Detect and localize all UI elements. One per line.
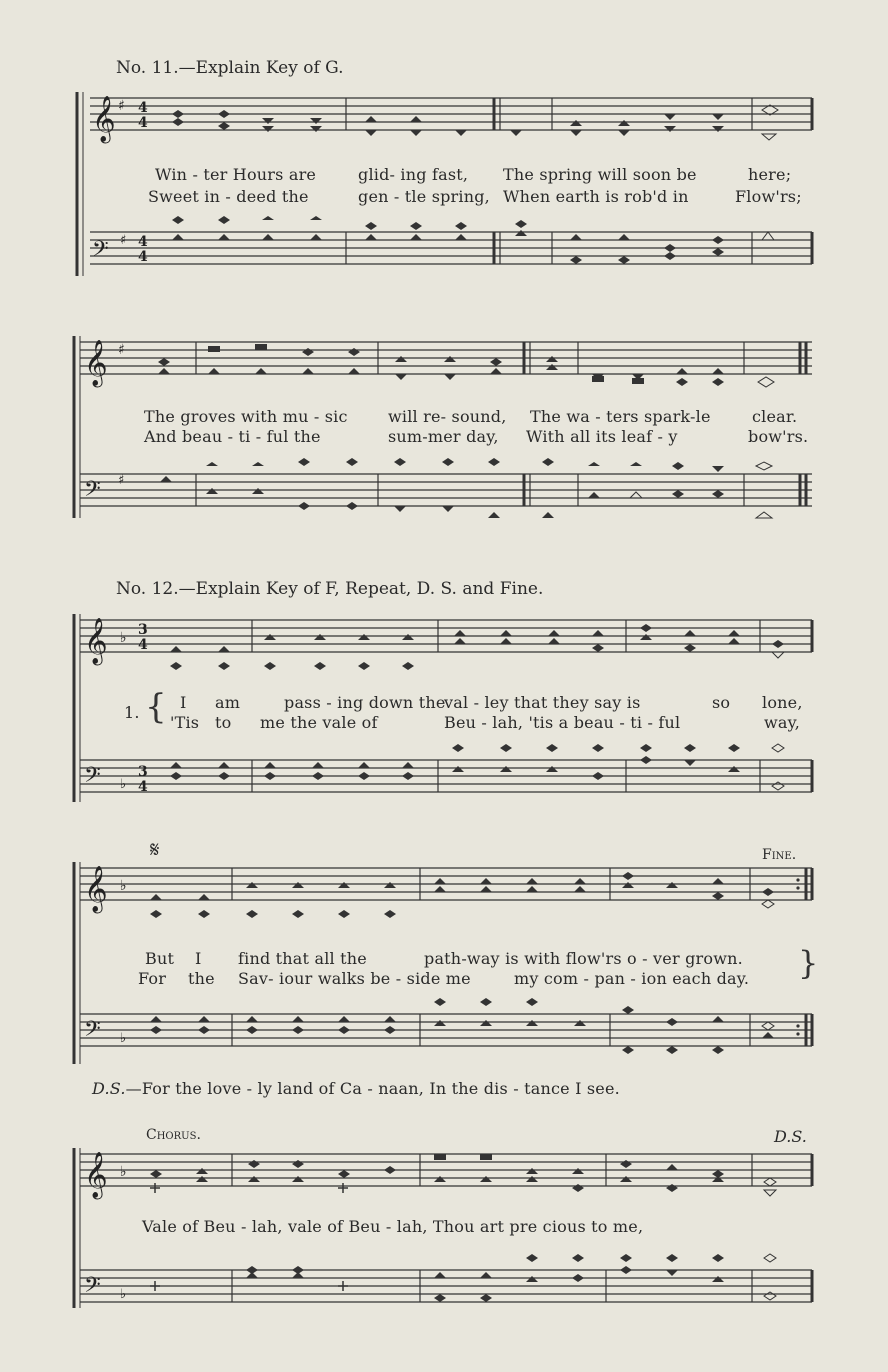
svg-text:♭: ♭	[120, 1164, 127, 1180]
svg-text:♯: ♯	[118, 342, 125, 358]
svg-text:𝄢: 𝄢	[84, 1017, 101, 1047]
s3-brace: {	[145, 687, 167, 727]
svg-text:𝄢: 𝄢	[92, 237, 109, 267]
song-12-heading: No. 12.—Explain Key of F, Repeat, D. S. and Fine.	[116, 579, 544, 599]
s1-verse1-b: glid- ing fast,	[358, 165, 469, 184]
svg-text:𝄞: 𝄞	[84, 1152, 108, 1198]
staff-bass-s4	[0, 1006, 888, 1066]
ds-prefix: D.S.	[92, 1079, 126, 1098]
s1-verse1-d: here;	[748, 165, 792, 184]
staff-bass-s3	[0, 752, 888, 812]
s2-verse1-c: The wa - ters spark-le	[530, 407, 711, 426]
s4-verse1-b: I	[195, 949, 202, 968]
s4-verse1-a: But	[145, 949, 175, 968]
s4-verse2-b: the	[188, 969, 215, 988]
svg-text:4: 4	[138, 249, 148, 265]
svg-text:4: 4	[138, 779, 148, 795]
ds-text: —For the love - ly land of Ca - naan, In the dis - tance I see.	[125, 1079, 620, 1098]
s3-verse1-c: pass - ing down the	[284, 693, 446, 712]
svg-text:4: 4	[138, 115, 148, 131]
fine-label: Fine.	[762, 847, 797, 863]
svg-text:4: 4	[138, 100, 148, 116]
staff-bass-s2	[0, 466, 888, 536]
s4-verse2-a: For	[138, 969, 167, 988]
s2-verse2-b: sum-mer day,	[388, 427, 499, 446]
svg-text:4: 4	[138, 234, 148, 250]
s1-verse1-c: The spring will soon be	[503, 165, 697, 184]
svg-text:3: 3	[138, 622, 148, 638]
s1-verse2-d: Flow'rs;	[735, 187, 802, 206]
s4-verse2-d: my com - pan - ion each day.	[514, 969, 750, 988]
svg-text:𝄞: 𝄞	[84, 866, 108, 912]
s1-verse2-a: Sweet in - deed the	[148, 187, 309, 206]
svg-text:3: 3	[138, 764, 148, 780]
s3-verse-number: 1.	[124, 703, 140, 722]
s3-verse2-c: me the vale of	[260, 713, 378, 732]
s4-verse1-d: path-way is with flow'rs o - ver grown.	[424, 949, 743, 968]
svg-text:♯: ♯	[120, 233, 127, 248]
s3-verse2-a: 'Tis	[170, 713, 200, 732]
svg-text:♭: ♭	[120, 878, 127, 894]
segno-sign: 𝄋	[150, 838, 160, 863]
staff-treble-s5	[0, 1146, 888, 1210]
s4-verse2-c: Sav- iour walks be - side me	[238, 969, 471, 988]
s2-verse1-d: clear.	[752, 407, 798, 426]
svg-text:𝄢: 𝄢	[84, 763, 101, 793]
s3-verse2-d: Beu - lah, 'tis a beau - ti - ful	[444, 713, 681, 732]
s4-brace: }	[798, 944, 819, 982]
s3-verse1-f: lone,	[762, 693, 803, 712]
staff-treble-s2	[0, 334, 888, 400]
staff-bass-s5	[0, 1262, 888, 1322]
s1-verse2-c: When earth is rob'd in	[503, 187, 689, 206]
s2-verse2-c: With all its leaf - y	[526, 427, 678, 446]
s2-verse1-b: will re- sound,	[388, 407, 507, 426]
svg-text:♭: ♭	[120, 630, 127, 646]
s3-verse2-b: to	[215, 713, 232, 732]
svg-text:♭: ♭	[120, 1287, 127, 1302]
s3-verse1-e: so	[712, 693, 731, 712]
s3-verse1-d: val - ley that they say is	[444, 693, 641, 712]
s1-verse2-b: gen - tle spring,	[358, 187, 490, 206]
svg-text:𝄢: 𝄢	[84, 1273, 101, 1303]
s3-verse1-b: am	[215, 693, 241, 712]
chorus-label: Chorus.	[146, 1127, 201, 1143]
svg-text:4: 4	[138, 637, 148, 653]
svg-text:𝄞: 𝄞	[84, 340, 108, 386]
svg-text:♭: ♭	[120, 777, 127, 792]
svg-text:𝄞: 𝄞	[84, 618, 108, 664]
svg-text:𝄢: 𝄢	[84, 477, 101, 507]
staff-treble-s4	[0, 860, 888, 930]
ds-line	[92, 1080, 620, 1098]
svg-text:♯: ♯	[118, 473, 125, 488]
svg-text:♯: ♯	[118, 98, 125, 114]
s2-verse1-a: The groves with mu - sic	[144, 407, 348, 426]
s2-verse2-d: bow'rs.	[748, 427, 809, 446]
staff-bass-s1	[0, 222, 888, 282]
s1-verse1-a: Win - ter Hours are	[155, 165, 317, 184]
ds-label: D.S.	[774, 1127, 807, 1146]
s4-verse1-c: find that all the	[238, 949, 367, 968]
s3-verse2-f: way,	[764, 713, 801, 732]
song-11-heading: No. 11.—Explain Key of G.	[116, 58, 344, 78]
s2-verse2-a: And beau - ti - ful the	[144, 427, 321, 446]
s5-verse1: Vale of Beu - lah, vale of Beu - lah, Thou art pre cious to me,	[142, 1217, 644, 1236]
svg-text:𝄞: 𝄞	[92, 96, 116, 142]
staff-treble-s1	[0, 90, 888, 162]
staff-treble-s3	[0, 612, 888, 682]
s3-verse1-a: I	[180, 693, 187, 712]
svg-text:♭: ♭	[120, 1031, 127, 1046]
